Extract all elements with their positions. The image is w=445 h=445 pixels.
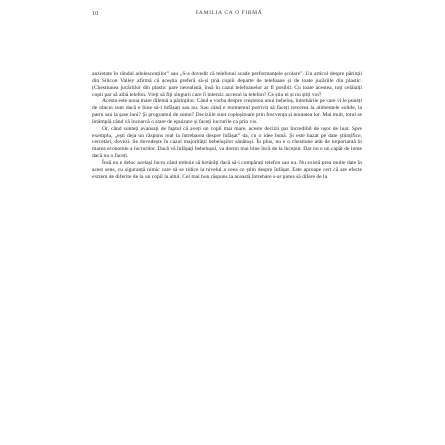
paragraph: Acesta este noua mare dilemă a părinților. Când e vorba despre creșterea unui bebeluș, întrebările pe care vi le puneți de obicei sunt dacă e bine să-l înfășați sau nu. Sau când e momentul potrivit să faceți trecerea la alimentele solide, la patru sau la șase luni? Și programul de somn? Deciziile sunt copleșitoare prin frecvența și noutatea lor. Mai mult, totul se întâmplă când vă încearcă o stare de epuizare și faceți lucrurile ca prin vis. — [92, 98, 362, 125]
paragraph: anxietate în rândul adolescenților” sau „S-a dovedit că telefonul scade performanțele școlare”. Un articol despre părinții din Silicon Valley afirmă că aceștia preferă să-și țină copiii departe de telefoane și de toate jucăriile din plastic. (Chestiunea jucăriilor din plastic pare nerealistă, însă în cazul telefoanelor ar fi posibil. Cu toate acestea, toți celălalți copii par să aibă telefon. Vreți să fiți singurii care îi interzic accesul la telefon? Ce știu ei și nu știți voi? — [92, 71, 362, 98]
page-number: 10 — [92, 10, 99, 17]
paragraph: Or, când sunteți avansați de faptul că aveți un copil mai mare, aceste decizii par încredibil de ușor de luat. Spre exemplu, „ești deja un răspuns real la întrebarea despre înfășat” da, cu o idee bună. Și este bazat pe date științifice, cercetări, dovezi. Se dovedește în cazul majorității bebelușilor sănătoși. În plus, nu e o chestiune atât de importantă în marea economie a lucrurilor. Dacă vă înfășați bebelușul, va dormi mai bine încă de la început. Dar nu e un capăt de lume dacă nu o faceți. — [92, 125, 362, 160]
page-header — [92, 10, 366, 22]
running-title: FAMILIA CA O FIRMĂ — [195, 10, 263, 16]
paragraph: Însă nu e deloc același lucru când trebuie să hotărâți dacă să-i cumpărați telefon sau nu. Nu există prea multe date în acest sens, cu siguranță nimic care să se ridice la nivelul a ceea ce știm despre înfășat. Este aproape cert că are efecte extrem de diferite de la un copil la altul. Cel mai bun răspuns la această întrebare s-ar putea să difere de la — [92, 159, 362, 180]
body-text — [92, 71, 362, 181]
